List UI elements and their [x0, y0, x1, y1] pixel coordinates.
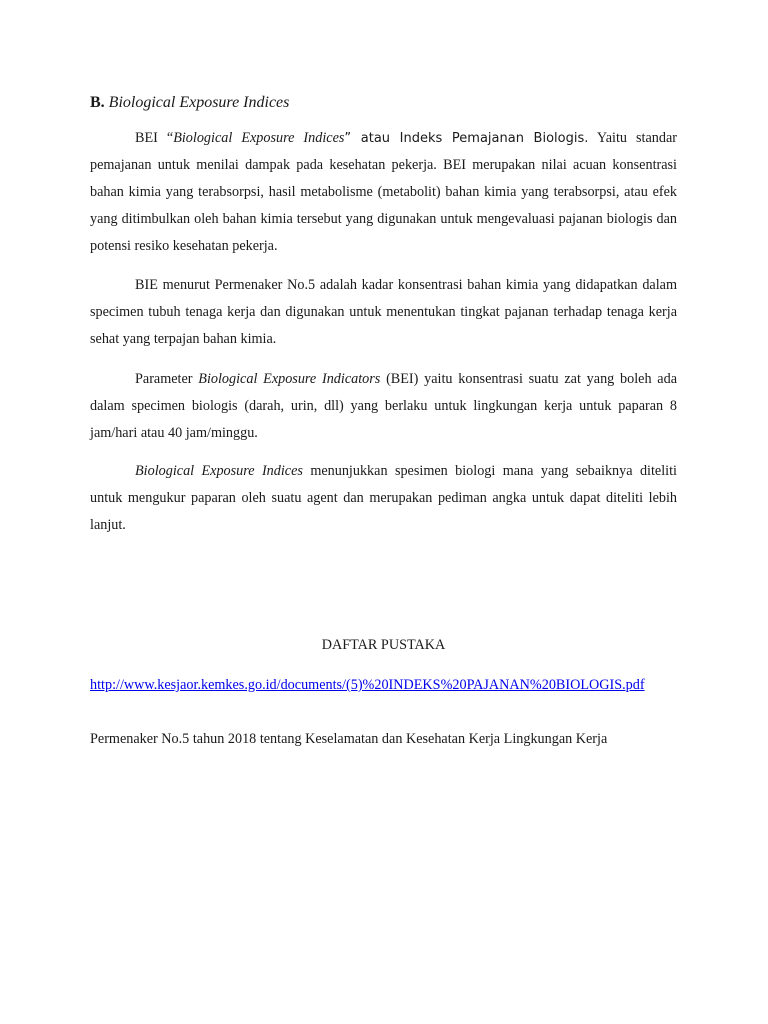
section-heading [90, 92, 289, 114]
p1-text-a: BEI “ [135, 130, 174, 146]
reference-link[interactable]: http://www.kesjaor.kemkes.go.id/documents/(5)%20INDEKS%20PAJANAN%20BIOLOGIS.pdf [90, 677, 645, 693]
paragraph-bei-definition [90, 125, 677, 260]
reference-text: Permenaker No.5 tahun 2018 tentang Keselamatan dan Kesehatan Kerja Lingkungan Kerja [90, 731, 608, 747]
p3-italic-term: Biological Exposure Indicators [198, 371, 381, 387]
p1-text-d: Yaitu standar pemajanan untuk menilai dampak pada kesehatan pekerja. BEI merupakan nilai acuan konsentrasi bahan kimia yang terabsorpsi, hasil metabolisme (metabolit) bahan kimia yang terabsorpsi, atau efek yang ditimbulkan oleh bahan kimia tersebut yang digunakan untuk mengevaluasi pajanan biologis dan potensi resiko kesehatan pekerja. [90, 130, 677, 254]
paragraph-bei-usage [90, 458, 677, 539]
section-letter: B. [90, 94, 105, 111]
p3-text-c: (BEI) yaitu konsentrasi suatu zat yang boleh ada dalam specimen biologis (darah, urin, dll) yang berlaku untuk lingkungan kerja untuk paparan 8 jam/hari atau 40 jam/minggu. [90, 371, 677, 441]
p4-italic-term: Biological Exposure Indices [135, 463, 303, 479]
p1-text-c: ” atau Indeks Pemajanan Biologis. [344, 131, 589, 146]
section-title: Biological Exposure Indices [108, 94, 290, 111]
p1-italic-term: Biological Exposure Indices [173, 130, 345, 146]
paragraph-bei-parameter [90, 366, 677, 447]
p4-text-b: menunjukkan spesimen biologi mana yang sebaiknya diteliti untuk mengukur paparan oleh suatu agent dan merupakan pediman angka untuk dapat diteliti lebih lanjut. [90, 463, 677, 533]
p3-text-a: Parameter [135, 371, 199, 387]
references-title: DAFTAR PUSTAKA [321, 637, 446, 653]
paragraph-bie-permenaker: BIE menurut Permenaker No.5 adalah kadar konsentrasi bahan kimia yang didapatkan dalam specimen tubuh tenaga kerja dan digunakan untuk menentukan tingkat pajanan terhadap tenaga kerja sehat yang terpajan bahan kimia. [90, 277, 677, 347]
